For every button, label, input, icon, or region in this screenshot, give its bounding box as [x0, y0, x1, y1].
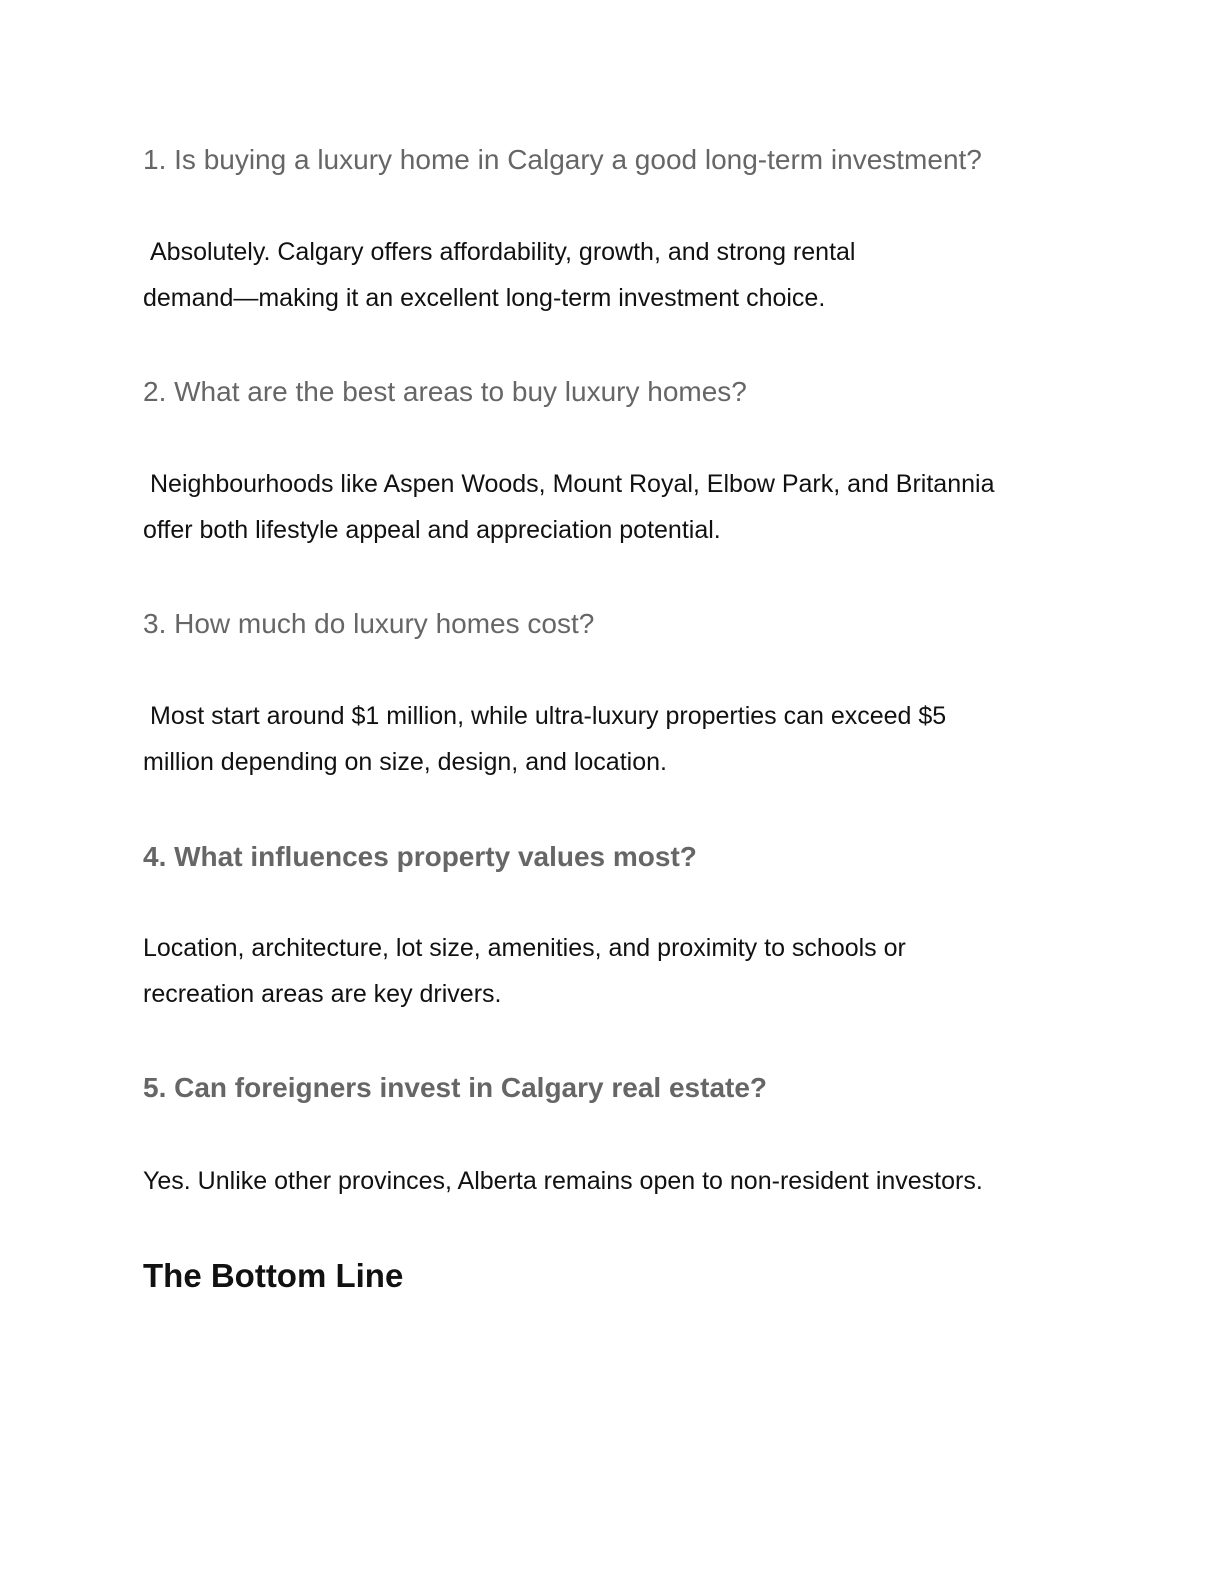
faq-question-2: 2. What are the best areas to buy luxury homes? [143, 376, 747, 407]
faq-answer-line: million depending on size, design, and location. [143, 748, 667, 776]
faq-answer-line: offer both lifestyle appeal and appreciation potential. [143, 516, 721, 544]
faq-answer-line: Location, architecture, lot size, amenities, and proximity to schools or [143, 934, 906, 962]
faq-answer-line: demand—making it an excellent long-term investment choice. [143, 284, 826, 312]
section-heading-bottom-line: The Bottom Line [143, 1257, 404, 1294]
faq-question-3: 3. How much do luxury homes cost? [143, 608, 595, 639]
faq-answer-4 [143, 925, 1083, 1017]
faq-answer-5 [143, 1158, 1083, 1204]
faq-question-5: 5. Can foreigners invest in Calgary real estate? [143, 1072, 768, 1103]
faq-question-1: 1. Is buying a luxury home in Calgary a good long-term investment? [143, 144, 982, 175]
faq-answer-line: Yes. Unlike other provinces, Alberta remains open to non-resident investors. [143, 1167, 983, 1195]
faq-answer-line: recreation areas are key drivers. [143, 980, 502, 1008]
faq-answer-line: Neighbourhoods like Aspen Woods, Mount Royal, Elbow Park, and Britannia [150, 470, 995, 498]
faq-answer-1 [143, 229, 1083, 321]
faq-answer-line: Most start around $1 million, while ultra-luxury properties can exceed $5 [150, 702, 947, 730]
faq-answer-3 [143, 693, 1083, 785]
faq-question-4: 4. What influences property values most? [143, 841, 697, 872]
faq-answer-line: Absolutely. Calgary offers affordability, growth, and strong rental [150, 238, 856, 266]
faq-answer-2 [143, 461, 1083, 553]
